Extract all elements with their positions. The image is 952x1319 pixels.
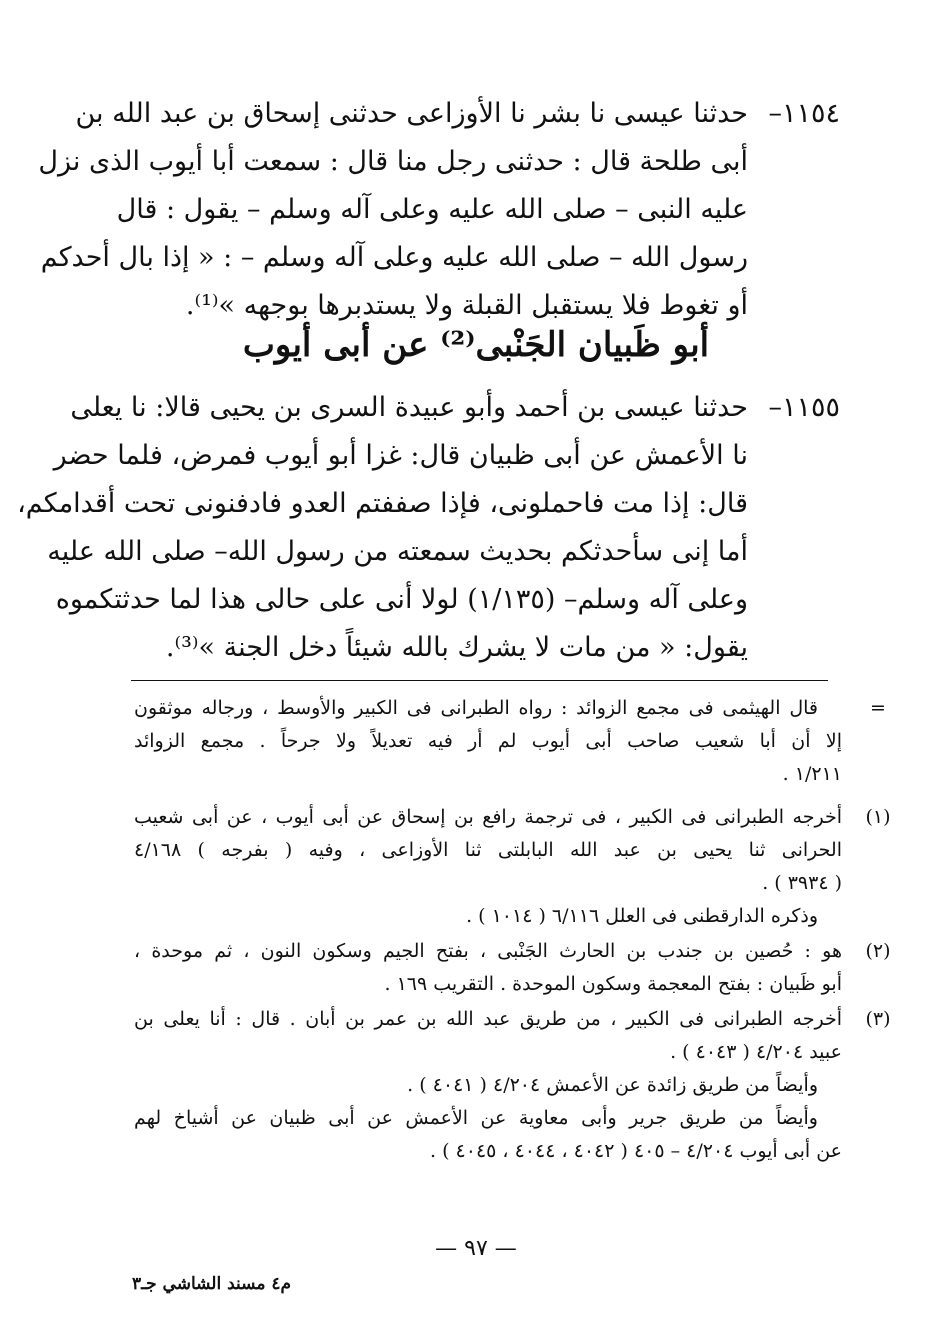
footnote-line: وذكره الدارقطنى فى العلل ٦/١١٦ ( ١٠١٤ ) . [466,905,818,927]
footnote-line: إلا أن أبا شعيب صاحب أبى أيوب لم أر فيه تعديلاً ولا جرحاً . مجمع الزوائد [134,730,842,752]
hadith-line: نا الأعمش عن أبى ظبيان قال: غزا أبو أيوب فمرض، فلما حضر [53,440,748,471]
hadith-line: يقول: « من مات لا يشرك بالله شيئاً دخل الجنة »⁽³⁾. [165,632,748,663]
footnote-line: ١/٢١١ . [782,763,842,785]
footnote-separator [131,680,828,681]
footnote-1 [134,801,891,933]
section-title: أبو ظَبيان الجَنْبى⁽²⁾ عن أبى أيوب [242,325,710,365]
footnote-line: الحرانى ثنا يحيى بن عبد الله البابلتى ثنا الأوزاعى ، وفيه ( بفرجه ) ٤/١٦٨ [134,839,842,861]
hadith-line: أبى طلحة قال : حدثنى رجل منا قال : سمعت أبا أيوب الذى نزل [38,146,748,177]
footnote-mark: (١) [865,806,891,828]
footnote-mark: (٢) [865,940,891,962]
footnote-line: أخرجه الطبرانى فى الكبير ، من طريق عبد الله بن عمر بن أبان . قال : أنا يعلى بن [134,1008,842,1030]
hadith-line: أو تغوط فلا يستقبل القبلة ولا يستدبرها بوجهه »⁽¹⁾. [185,290,748,321]
footnote-line: قال الهيثمى فى مجمع الزوائد : رواه الطبرانى فى الكبير والأوسط ، ورجاله موثقون [134,697,818,719]
hadith-line: قال: إذا مت فاحملونى، فإذا صففتم العدو فادفنونى تحت أقدامكم، [17,488,748,519]
hadith-number: ١١٥٥– [768,392,840,423]
footnote-mark: (٣) [865,1008,891,1030]
footnote-line: وأيضاً من طريق زائدة عن الأعمش ٤/٢٠٤ ( ٤٠٤١ ) . [407,1074,818,1096]
footnote-2 [134,935,891,1001]
footnote-line: عبيد ٤/٢٠٤ ( ٤٠٤٣ ) . [670,1041,842,1063]
footnotes [134,692,891,1168]
hadith-line: عليه النبى – صلى الله عليه وعلى آله وسلم – يقول : قال [116,194,748,225]
hadith-1154 [38,90,840,330]
hadith-line: حدثنا عيسى بن أحمد وأبو عبيدة السرى بن يحيى قالا: نا يعلى [70,392,748,423]
footnote-mark: = [870,697,886,719]
hadith-number: ١١٥٤– [768,98,840,129]
hadith-line: حدثنا عيسى نا بشر نا الأوزاعى حدثنى إسحاق بن عبد الله بن [75,98,748,129]
footer-signature: م٤ مسند الشاشي جـ٣ [132,1274,292,1294]
footnote-line: ( ٣٩٣٤ ) . [762,872,842,894]
footnote-line: هو : حُصين بن جندب بن الحارث الجَنْبى ، بفتح الجيم وسكون النون ، ثم موحدة ، [134,940,842,962]
page-number: — ٩٧ — [435,1236,517,1261]
hadith-1155 [17,384,840,672]
footnote-line: وأيضاً من طريق جرير وأبى معاوية عن الأعمش عن أبى ظبيان عن أشياخ لهم [134,1107,818,1129]
footnote-line: أخرجه الطبرانى فى الكبير ، فى ترجمة رافع بن إسحاق عن أبى أيوب ، عن أبى شعيب [134,806,842,828]
footnote-line: أبو ظَبيان : بفتح المعجمة وسكون الموحدة . التقريب ١٦٩ . [384,973,842,995]
footnote-continued [134,692,886,791]
footnote-line: عن أبى أيوب ٤/٢٠٤ – ٤٠٥ ( ٤٠٤٢ ، ٤٠٤٤ ، ٤٠٤٥ ) . [430,1140,842,1162]
hadith-line: أما إنى سأحدثكم بحديث سمعته من رسول الله– صلى الله عليه [47,536,748,567]
hadith-line: رسول الله – صلى الله عليه وعلى آله وسلم – : « إذا بال أحدكم [40,242,748,273]
hadith-line: وعلى آله وسلم– (١/١٣٥) لولا أنى على حالى هذا لما حدثتكموه [55,584,748,615]
footnote-3 [134,1003,891,1168]
